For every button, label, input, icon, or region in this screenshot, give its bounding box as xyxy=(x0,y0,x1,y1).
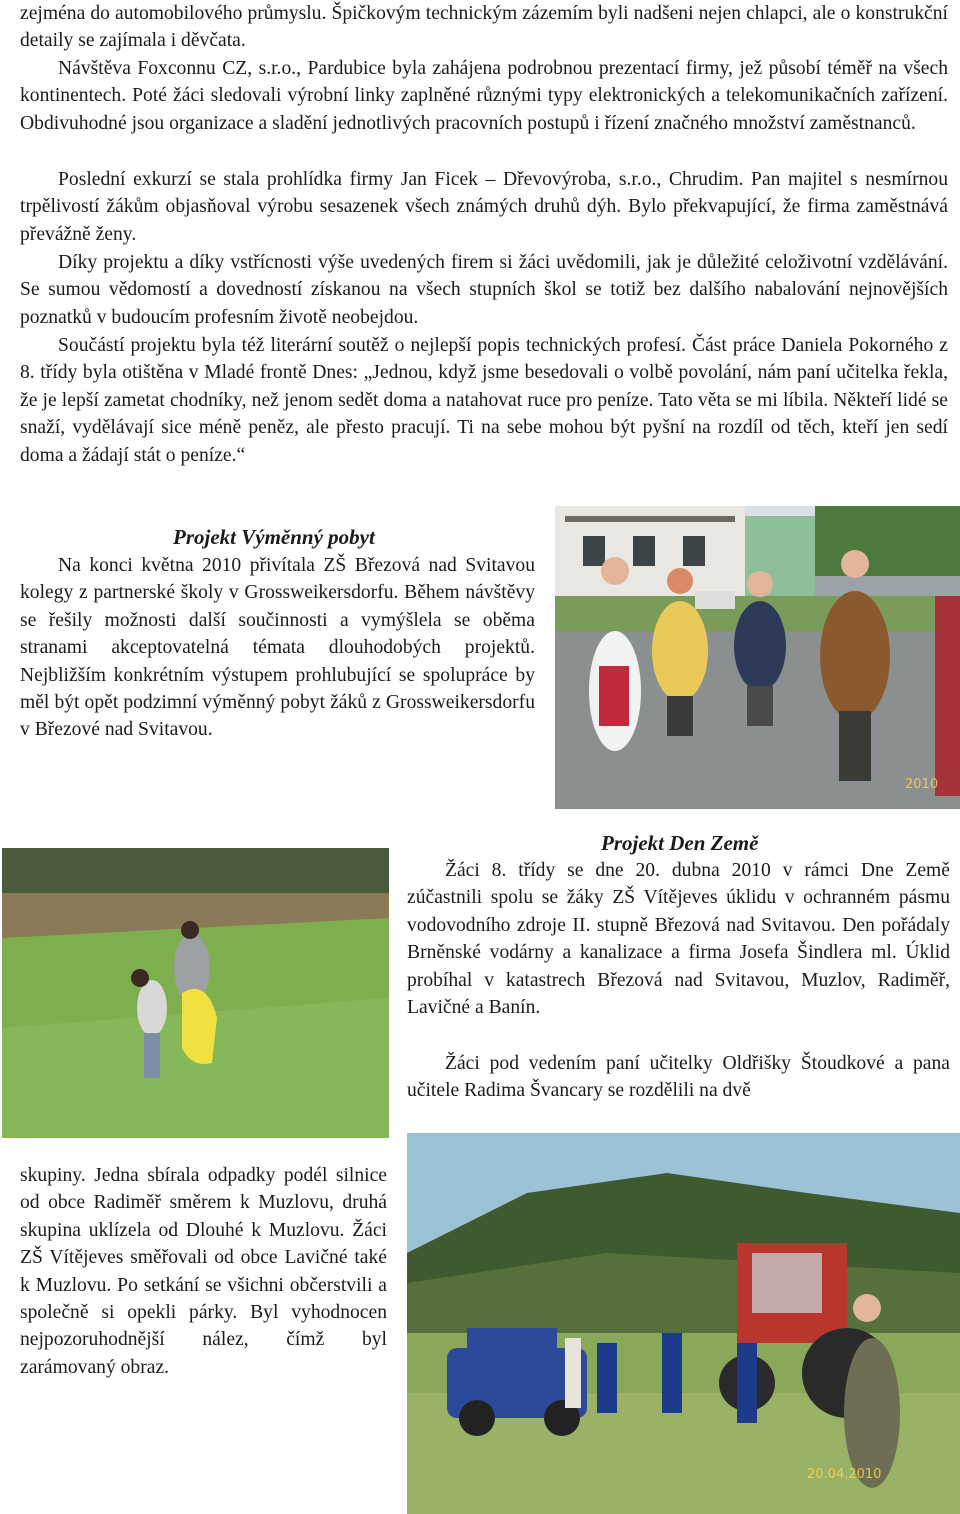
paragraph-ficek-text: Poslední exkurzí se stala prohlídka firmy Jan Ficek – Dřevovýroba, s.r.o., Chrudim. Pan majitel s nesmírnou trpělivostí žákům objasňoval výrobu sesazenek všech známých druhů dýh. Bylo překvapující, že firma zaměstnává převážně ženy. xyxy=(20,169,948,245)
photo-students-cleanup-field xyxy=(2,848,389,1138)
paragraph-automotive: zejména do automobilového průmyslu. Špičkovým technickým zázemím byli nadšeni nejen chlapci, ale o konstrukční detaily se zajímala i děvčata. xyxy=(20,3,948,52)
paragraph-exchange-stay xyxy=(20,552,535,744)
photo-visitors-datestamp: 2010 xyxy=(905,777,939,792)
paragraph-ficek xyxy=(20,166,948,248)
photo-visitors-group xyxy=(555,506,960,809)
paragraph-exchange-stay-text: Na konci května 2010 přivítala ZŠ Březová nad Svitavou kolegy z partnerské školy v Grossweikersdorfu. Během návštěvy se řešily možnosti další součinnosti a vymýšlela se oběma stranami akceptovatelná témata dlouhodobých projektů. Nejbližším konkrétním výstupem prohlubující se spolupráce by měl být opět podzimní výměnný pobyt žáků z Grossweikersdorfu v Březové nad Svitavou. xyxy=(20,555,535,741)
heading-earth-day: Projekt Den Země xyxy=(601,831,759,855)
paragraph-earth-day-1 xyxy=(407,857,950,1021)
photo-students-cleanup-field-art xyxy=(2,848,389,1138)
heading-exchange-stay: Projekt Výměnný pobyt xyxy=(173,525,375,549)
paragraph-lifelong-learning-text: Díky projektu a díky vstřícnosti výše uvedených firem si žáci uvědomili, jak je důležité celoživotní vzdělávání. Se sumou vědomostí a dovedností získanou na všech stupních škol se totiž bez dalšího nabalování nejnovějších poznatků v budoucím profesním životě neobejdou. xyxy=(20,252,948,328)
paragraph-earth-day-1-text: Žáci 8. třídy se dne 20. dubna 2010 v rámci Dne Země zúčastnili spolu se žáky ZŠ Vítějeves úklidu v ochranném pásmu vodovodního zdroje II. stupně Březová nad Svitavou. Den pořádaly Brněnské vodárny a kanalizace a firma Josefa Šindlera ml. Úklid probíhal v katastrech Březová nad Svitavou, Muzlov, Radiměř, Lavičné a Banín. xyxy=(407,860,950,1019)
photo-visitors-group-art xyxy=(555,506,960,809)
photo-tractor-and-jeep-art xyxy=(407,1133,960,1514)
photo-tractor-and-jeep xyxy=(407,1133,960,1514)
paragraph-earth-day-3: skupiny. Jedna sbírala odpadky podél silnice od obce Radiměř směrem k Muzlovu, druhá skupina uklízela od Dlouhé k Muzlovu. Žáci ZŠ Vítějeves směřovali od obce Lavičné také k Muzlovu. Po setkání se všichni občerstvili a společně si opekli párky. Byl vyhodnocen nejpozoruhodnější nález, čímž byl zarámovaný obraz. xyxy=(20,1165,387,1378)
paragraph-earth-day-2-text: Žáci pod vedením paní učitelky Oldřišky Štoudkové a pana učitele Radima Švancary se rozdělili na dvě xyxy=(407,1053,950,1102)
paragraph-literary-contest xyxy=(20,332,948,469)
photo-tractor-datestamp: 20.04.2010 xyxy=(807,1467,882,1482)
paragraph-lifelong-learning xyxy=(20,249,948,331)
paragraph-literary-contest-text: Součástí projektu byla též literární soutěž o nejlepší popis technických profesí. Část práce Daniela Pokorného z 8. třídy byla otištěna v Mladé frontě Dnes: „Jednou, když jsme besedovali o volbě povolání, nám paní učitelka řekla, že je lepší zametat chodníky, než jenom sedět doma a natahovat ruce pro peníze. Tato věta se mi líbila. Někteří lidé se snaží, vydělávají sice méně peněz, ale přesto pracují. Ti na sebe mohou být pyšní na rozdíl od těch, kteří jen sedí doma a žádají stát o peníze.“ xyxy=(20,335,948,466)
paragraph-foxconn-text: Návštěva Foxconnu CZ, s.r.o., Pardubice byla zahájena podrobnou prezentací firmy, jež působí téměř na všech kontinentech. Poté žáci sledovali výrobní linky zaplněné různými typy elektronických a telekomunikačních zařízení. Obdivuhodné jsou organizace a sladění jednotlivých pracovních postupů i řízení značného množství zaměstnanců. xyxy=(20,58,948,134)
paragraph-foxconn xyxy=(20,55,948,137)
paragraph-earth-day-2 xyxy=(407,1050,950,1105)
